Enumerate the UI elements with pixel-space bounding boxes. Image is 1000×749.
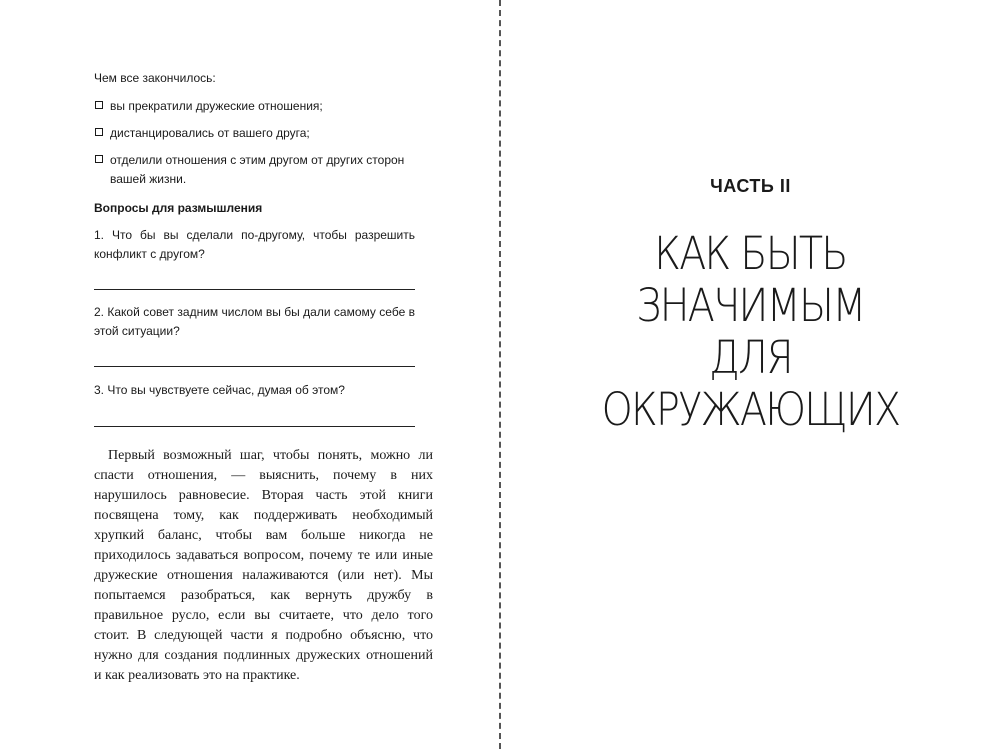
- checklist-intro: Чем все закончилось:: [94, 71, 216, 85]
- reflection-question: 1. Что бы вы сделали по-другому, чтобы разрешить конфликт с другом?: [94, 228, 415, 261]
- reflection-question: 3. Что вы чувствуете сейчас, думая об этом?: [94, 383, 345, 397]
- checklist-item-label: отделили отношения с этим другом от других сторон вашей жизни.: [110, 153, 405, 186]
- checklist-item: [94, 97, 424, 116]
- checklist-item-label: вы прекратили дружеские отношения;: [110, 99, 323, 113]
- part-title-line: ОКРУЖАЮЩИХ: [601, 383, 900, 436]
- part-label: ЧАСТЬ II: [710, 176, 791, 196]
- checkbox-icon[interactable]: [95, 101, 103, 109]
- checkbox-icon[interactable]: [95, 155, 103, 163]
- body-paragraph: Первый возможный шаг, чтобы понять, можно ли спасти отношения, — выяснить, почему в них нарушилось равновесие. Вторая часть этой книги посвящена тому, как поддерживать необходимый хрупкий баланс, чтобы вам больше никогда не приходилось задаваться вопросом, почему те или иные дружеские отношения налаживаются (или нет). Мы попытаемся разобраться, как вернуть дружбу в правильное русло, если вы считаете, что дело того стоит. В следующей части я подробно объясню, что нужно для создания подлинных дружеских отношений и как реализовать это на практике.: [94, 448, 433, 683]
- part-title-line: КАК БЫТЬ: [654, 227, 847, 280]
- checklist-item-label: дистанцировались от вашего друга;: [110, 126, 310, 140]
- right-page: [501, 0, 1000, 749]
- questions-heading: Вопросы для размышления: [94, 201, 263, 215]
- reflection-question: 2. Какой совет задним числом вы бы дали самому себе в этой ситуации?: [94, 305, 415, 338]
- checklist-item: [94, 124, 424, 143]
- part-title: [531, 228, 970, 436]
- left-page: [0, 0, 499, 749]
- answer-line: [94, 289, 415, 290]
- outcome-checklist: [94, 97, 424, 189]
- answer-line: [94, 366, 415, 367]
- checklist-item: [94, 151, 424, 189]
- part-title-line: ДЛЯ: [709, 331, 792, 384]
- answer-line: [94, 426, 415, 427]
- checkbox-icon[interactable]: [95, 128, 103, 136]
- part-title-line: ЗНАЧИМЫМ: [636, 279, 865, 332]
